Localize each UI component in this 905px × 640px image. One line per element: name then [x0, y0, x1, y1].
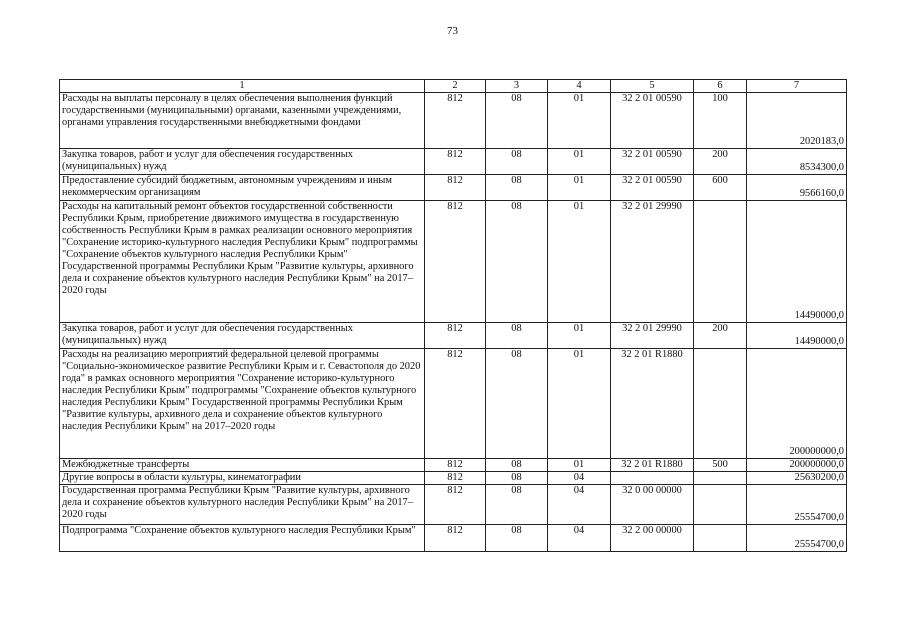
- expense-type-code: 100: [694, 93, 747, 149]
- table-row: [60, 525, 847, 552]
- ministry-code: 812: [425, 323, 486, 349]
- expense-type-code: [694, 472, 747, 485]
- table-row: [60, 459, 847, 472]
- expense-name: Предоставление субсидий бюджетным, автономным учреждениям и иным некоммерческим организациям: [60, 175, 425, 201]
- section-code: 08: [486, 323, 548, 349]
- target-code: 32 2 00 00000: [611, 525, 694, 552]
- amount: 200000000,0: [747, 459, 847, 472]
- expense-type-code: 500: [694, 459, 747, 472]
- ministry-code: 812: [425, 472, 486, 485]
- budget-table: [59, 79, 847, 552]
- subsection-code: 04: [548, 472, 611, 485]
- target-code: [611, 472, 694, 485]
- expense-name: Расходы на капитальный ремонт объектов государственной собственности Республики Крым, приобретение движимого имущества в государственную собственность Республики Крым в рамках реализации основного мероприятия "Сохранение историко-культурного наследия Республики Крым" подпрограммы "Сохранение объектов культурного наследия Республики Крым" Государственной программы Республики Крым "Развитие культуры, архивного дела и сохранение объектов культурного наследия Республики Крым" на 2017–2020 годы: [60, 201, 425, 323]
- amount: 14490000,0: [747, 201, 847, 323]
- table-row: [60, 201, 847, 323]
- section-code: 08: [486, 201, 548, 323]
- ministry-code: 812: [425, 175, 486, 201]
- table-row: [60, 472, 847, 485]
- expense-name: Расходы на выплаты персоналу в целях обеспечения выполнения функций государственными (муниципальными) органами, казенными учреждениями, органами управления государственными внебюджетными фондами: [60, 93, 425, 149]
- header-cell: 2: [425, 80, 486, 93]
- table-row: [60, 349, 847, 459]
- ministry-code: 812: [425, 485, 486, 525]
- expense-name: Межбюджетные трансферты: [60, 459, 425, 472]
- ministry-code: 812: [425, 149, 486, 175]
- header-cell: 3: [486, 80, 548, 93]
- subsection-code: 01: [548, 201, 611, 323]
- target-code: 32 2 01 29990: [611, 201, 694, 323]
- section-code: 08: [486, 472, 548, 485]
- header-row: [60, 80, 847, 93]
- section-code: 08: [486, 149, 548, 175]
- expense-type-code: 600: [694, 175, 747, 201]
- section-code: 08: [486, 349, 548, 459]
- subsection-code: 01: [548, 323, 611, 349]
- subsection-code: 04: [548, 485, 611, 525]
- amount: 14490000,0: [747, 323, 847, 349]
- subsection-code: 04: [548, 525, 611, 552]
- section-code: 08: [486, 93, 548, 149]
- header-cell: 6: [694, 80, 747, 93]
- page-number: 73: [447, 25, 458, 37]
- section-code: 08: [486, 485, 548, 525]
- header-cell: 7: [747, 80, 847, 93]
- section-code: 08: [486, 459, 548, 472]
- target-code: 32 2 01 29990: [611, 323, 694, 349]
- expense-name: Закупка товаров, работ и услуг для обеспечения государственных (муниципальных) нужд: [60, 149, 425, 175]
- target-code: 32 2 01 00590: [611, 93, 694, 149]
- expense-name: Государственная программа Республики Крым "Развитие культуры, архивного дела и сохранение объектов культурного наследия Республики Крым" на 2017–2020 годы: [60, 485, 425, 525]
- target-code: 32 2 01 R1880: [611, 459, 694, 472]
- section-code: 08: [486, 525, 548, 552]
- expense-type-code: [694, 485, 747, 525]
- amount: 200000000,0: [747, 349, 847, 459]
- table-row: [60, 323, 847, 349]
- expense-type-code: [694, 349, 747, 459]
- expense-type-code: [694, 525, 747, 552]
- expense-type-code: [694, 201, 747, 323]
- table-row: [60, 149, 847, 175]
- header-cell: 4: [548, 80, 611, 93]
- subsection-code: 01: [548, 93, 611, 149]
- header-cell: 1: [60, 80, 425, 93]
- amount: 2020183,0: [747, 93, 847, 149]
- ministry-code: 812: [425, 459, 486, 472]
- subsection-code: 01: [548, 459, 611, 472]
- amount: 25630200,0: [747, 472, 847, 485]
- amount: 8534300,0: [747, 149, 847, 175]
- target-code: 32 2 01 R1880: [611, 349, 694, 459]
- target-code: 32 2 01 00590: [611, 149, 694, 175]
- expense-name: Расходы на реализацию мероприятий федеральной целевой программы "Социально-экономическое развитие Республики Крым и г. Севастополя до 2020 года" в рамках основного мероприятия "Сохранение историко-культурного наследия Республики Крым" подпрограммы "Сохранение объектов культурного наследия Республики Крым" Государственной программы Республики Крым "Развитие культуры, архивного дела и сохранение объектов культурного наследия Республики Крым" на 2017–2020 годы: [60, 349, 425, 459]
- subsection-code: 01: [548, 149, 611, 175]
- table-row: [60, 485, 847, 525]
- amount: 25554700,0: [747, 525, 847, 552]
- expense-type-code: 200: [694, 149, 747, 175]
- table-row: [60, 93, 847, 149]
- target-code: 32 0 00 00000: [611, 485, 694, 525]
- subsection-code: 01: [548, 175, 611, 201]
- ministry-code: 812: [425, 349, 486, 459]
- header-cell: 5: [611, 80, 694, 93]
- ministry-code: 812: [425, 525, 486, 552]
- expense-name: Подпрограмма "Сохранение объектов культурного наследия Республики Крым": [60, 525, 425, 552]
- amount: 25554700,0: [747, 485, 847, 525]
- table-row: [60, 175, 847, 201]
- subsection-code: 01: [548, 349, 611, 459]
- expense-name: Другие вопросы в области культуры, кинематографии: [60, 472, 425, 485]
- amount: 9566160,0: [747, 175, 847, 201]
- target-code: 32 2 01 00590: [611, 175, 694, 201]
- ministry-code: 812: [425, 201, 486, 323]
- section-code: 08: [486, 175, 548, 201]
- expense-type-code: 200: [694, 323, 747, 349]
- expense-name: Закупка товаров, работ и услуг для обеспечения государственных (муниципальных) нужд: [60, 323, 425, 349]
- ministry-code: 812: [425, 93, 486, 149]
